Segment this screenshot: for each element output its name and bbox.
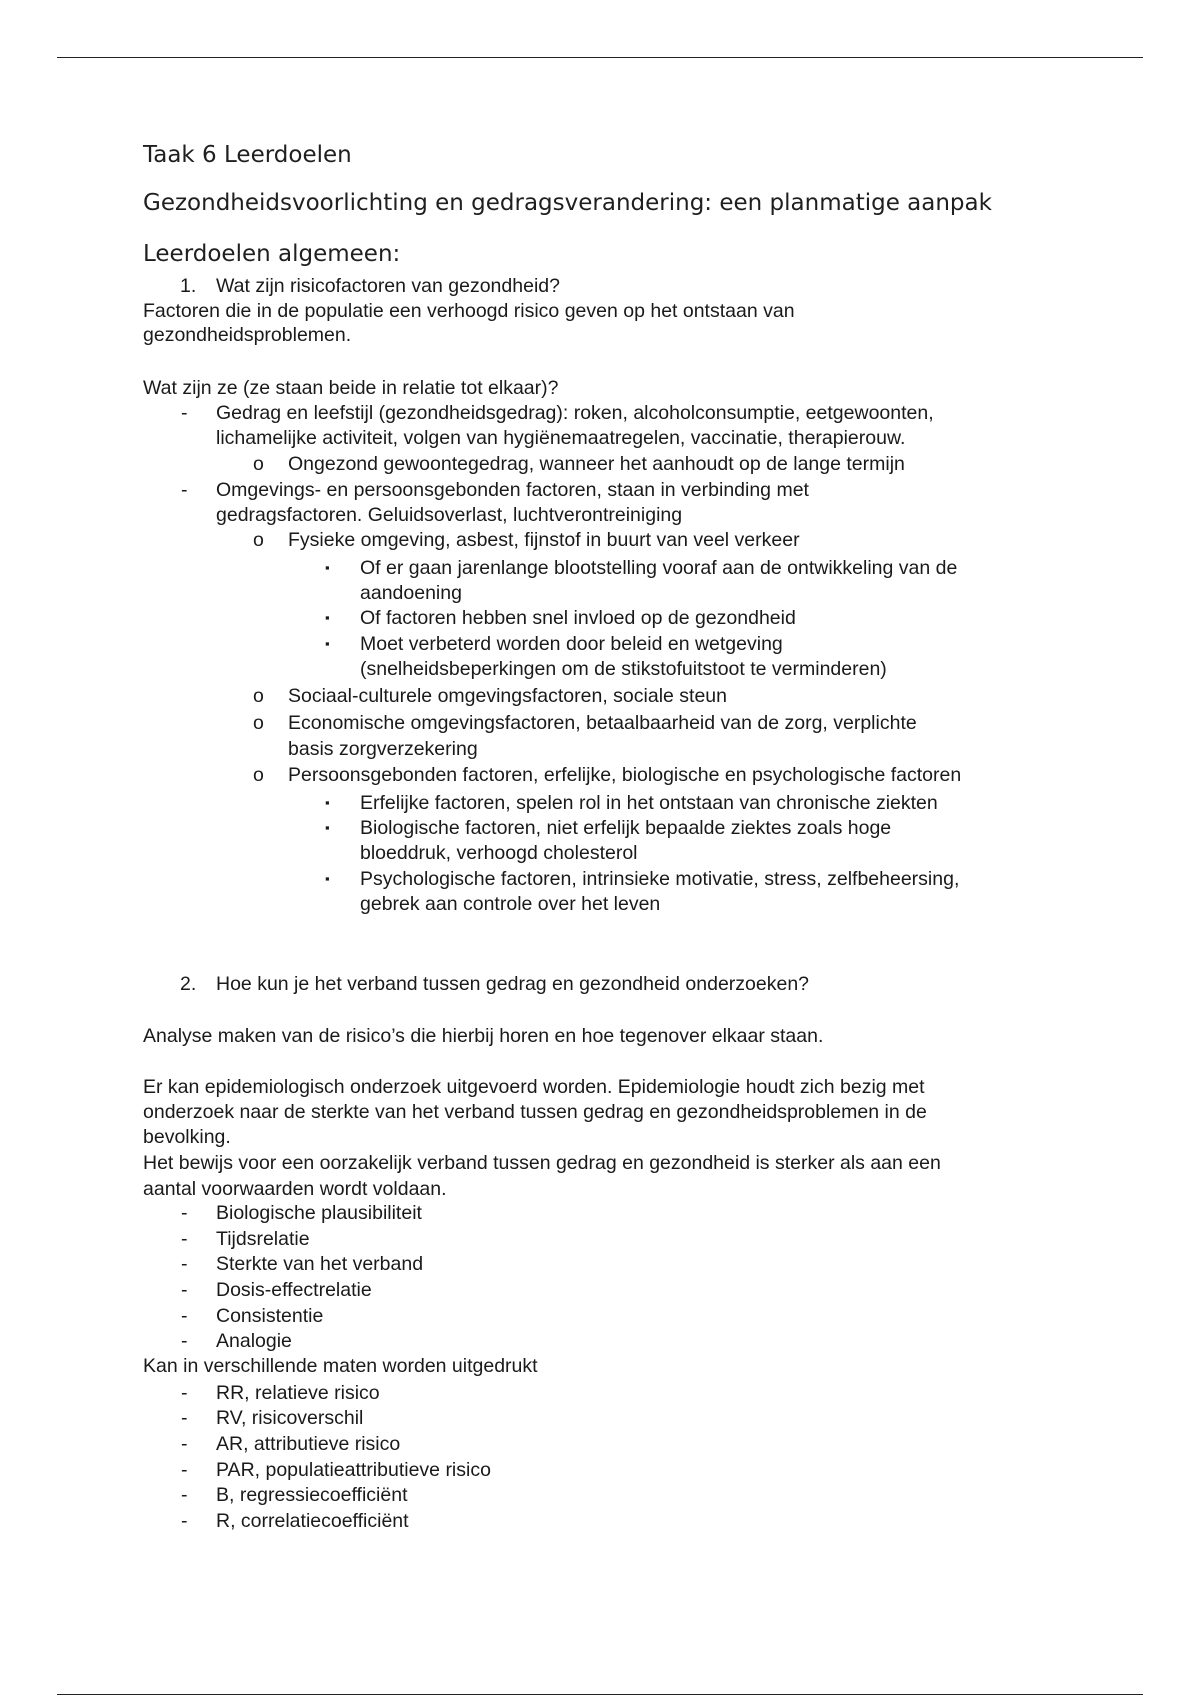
footer-rule	[57, 1694, 1143, 1695]
list-item: Erfelijke factoren, spelen rol in het ontstaan van chronische ziekten	[360, 792, 938, 814]
paragraph-line: onderzoek naar de sterkte van het verband tussen gedrag en gezondheidsproblemen in de	[143, 1101, 927, 1123]
list-item: PAR, populatieattributieve risico	[216, 1459, 491, 1481]
list-item: Persoonsgebonden factoren, erfelijke, biologische en psychologische factoren	[288, 764, 962, 786]
list-item: Dosis-effectrelatie	[216, 1279, 372, 1301]
list-item: gedragsfactoren. Geluidsoverlast, luchtverontreiniging	[216, 504, 683, 526]
paragraph-line: bevolking.	[143, 1126, 231, 1148]
list-item: Consistentie	[216, 1305, 324, 1327]
list-item: Biologische plausibiliteit	[216, 1202, 422, 1224]
list-item: Tijdsrelatie	[216, 1228, 310, 1250]
dash-bullet: -	[181, 1253, 188, 1275]
section-heading: Leerdoelen algemeen:	[143, 241, 401, 267]
dash-bullet: -	[181, 1510, 188, 1532]
paragraph-line: Kan in verschillende maten worden uitgedrukt	[143, 1355, 538, 1377]
list-item: Biologische factoren, niet erfelijk bepaalde ziektes zoals hoge	[360, 817, 892, 839]
square-bullet: ▪	[325, 636, 330, 651]
dash-bullet: -	[181, 402, 188, 424]
list-item: basis zorgverzekering	[288, 738, 478, 760]
list-item: Omgevings- en persoonsgebonden factoren, staan in verbinding met	[216, 479, 809, 501]
list-item: AR, attributieve risico	[216, 1433, 401, 1455]
list-item: Analogie	[216, 1330, 292, 1352]
list-item: lichamelijke activiteit, volgen van hygiënemaatregelen, vaccinatie, therapierouw.	[216, 427, 906, 449]
list-item: Ongezond gewoontegedrag, wanneer het aanhoudt op de lange termijn	[288, 453, 905, 475]
list-item: Gedrag en leefstijl (gezondheidsgedrag): roken, alcoholconsumptie, eetgewoonten,	[216, 402, 934, 424]
square-bullet: ▪	[325, 610, 330, 625]
paragraph-line: Analyse maken van de risico’s die hierbij horen en hoe tegenover elkaar staan.	[143, 1025, 824, 1047]
square-bullet: ▪	[325, 795, 330, 810]
list-item: RR, relatieve risico	[216, 1382, 380, 1404]
circle-bullet: o	[253, 712, 264, 734]
list-item: (snelheidsbeperkingen om de stikstofuitstoot te verminderen)	[360, 658, 887, 680]
question-1: Wat zijn risicofactoren van gezondheid?	[216, 275, 560, 297]
square-bullet: ▪	[325, 560, 330, 575]
circle-bullet: o	[253, 764, 264, 786]
paragraph-line: Factoren die in de populatie een verhoogd risico geven op het ontstaan van	[143, 300, 795, 322]
list-item: Of factoren hebben snel invloed op de gezondheid	[360, 607, 796, 629]
question-2: Hoe kun je het verband tussen gedrag en gezondheid onderzoeken?	[216, 973, 810, 995]
dash-bullet: -	[181, 1305, 188, 1327]
list-item: RV, risicoverschil	[216, 1407, 364, 1429]
circle-bullet: o	[253, 685, 264, 707]
list-number: 1.	[180, 275, 197, 297]
list-item: R, correlatiecoefficiënt	[216, 1510, 409, 1532]
dash-bullet: -	[181, 1228, 188, 1250]
header-rule	[57, 57, 1143, 58]
square-bullet: ▪	[325, 820, 330, 835]
dash-bullet: -	[181, 1279, 188, 1301]
list-item: Moet verbeterd worden door beleid en wetgeving	[360, 633, 783, 655]
list-item: gebrek aan controle over het leven	[360, 893, 661, 915]
list-item: bloeddruk, verhoogd cholesterol	[360, 842, 638, 864]
dash-bullet: -	[181, 479, 188, 501]
list-item: Sociaal-culturele omgevingsfactoren, sociale steun	[288, 685, 727, 707]
dash-bullet: -	[181, 1407, 188, 1429]
list-item: Of er gaan jarenlange blootstelling vooraf aan de ontwikkeling van de	[360, 557, 958, 579]
paragraph-line: Er kan epidemiologisch onderzoek uitgevoerd worden. Epidemiologie houdt zich bezig met	[143, 1076, 925, 1098]
circle-bullet: o	[253, 529, 264, 551]
paragraph-line: Het bewijs voor een oorzakelijk verband tussen gedrag en gezondheid is sterker als aan een	[143, 1152, 941, 1174]
dash-bullet: -	[181, 1459, 188, 1481]
list-item: B, regressiecoefficiënt	[216, 1484, 408, 1506]
dash-bullet: -	[181, 1382, 188, 1404]
dash-bullet: -	[181, 1433, 188, 1455]
list-item: Sterkte van het verband	[216, 1253, 424, 1275]
list-number: 2.	[180, 973, 197, 995]
list-item: Psychologische factoren, intrinsieke motivatie, stress, zelfbeheersing,	[360, 868, 960, 890]
dash-bullet: -	[181, 1484, 188, 1506]
page-subtitle: Gezondheidsvoorlichting en gedragsverandering: een planmatige aanpak	[143, 190, 992, 216]
square-bullet: ▪	[325, 871, 330, 886]
list-item: aandoening	[360, 582, 462, 604]
paragraph-line: aantal voorwaarden wordt voldaan.	[143, 1178, 447, 1200]
paragraph-line: gezondheidsproblemen.	[143, 324, 352, 346]
paragraph-line: Wat zijn ze (ze staan beide in relatie tot elkaar)?	[143, 377, 559, 399]
list-item: Economische omgevingsfactoren, betaalbaarheid van de zorg, verplichte	[288, 712, 917, 734]
list-item: Fysieke omgeving, asbest, fijnstof in buurt van veel verkeer	[288, 529, 800, 551]
dash-bullet: -	[181, 1202, 188, 1224]
page-title: Taak 6 Leerdoelen	[143, 142, 352, 168]
dash-bullet: -	[181, 1330, 188, 1352]
circle-bullet: o	[253, 453, 264, 475]
